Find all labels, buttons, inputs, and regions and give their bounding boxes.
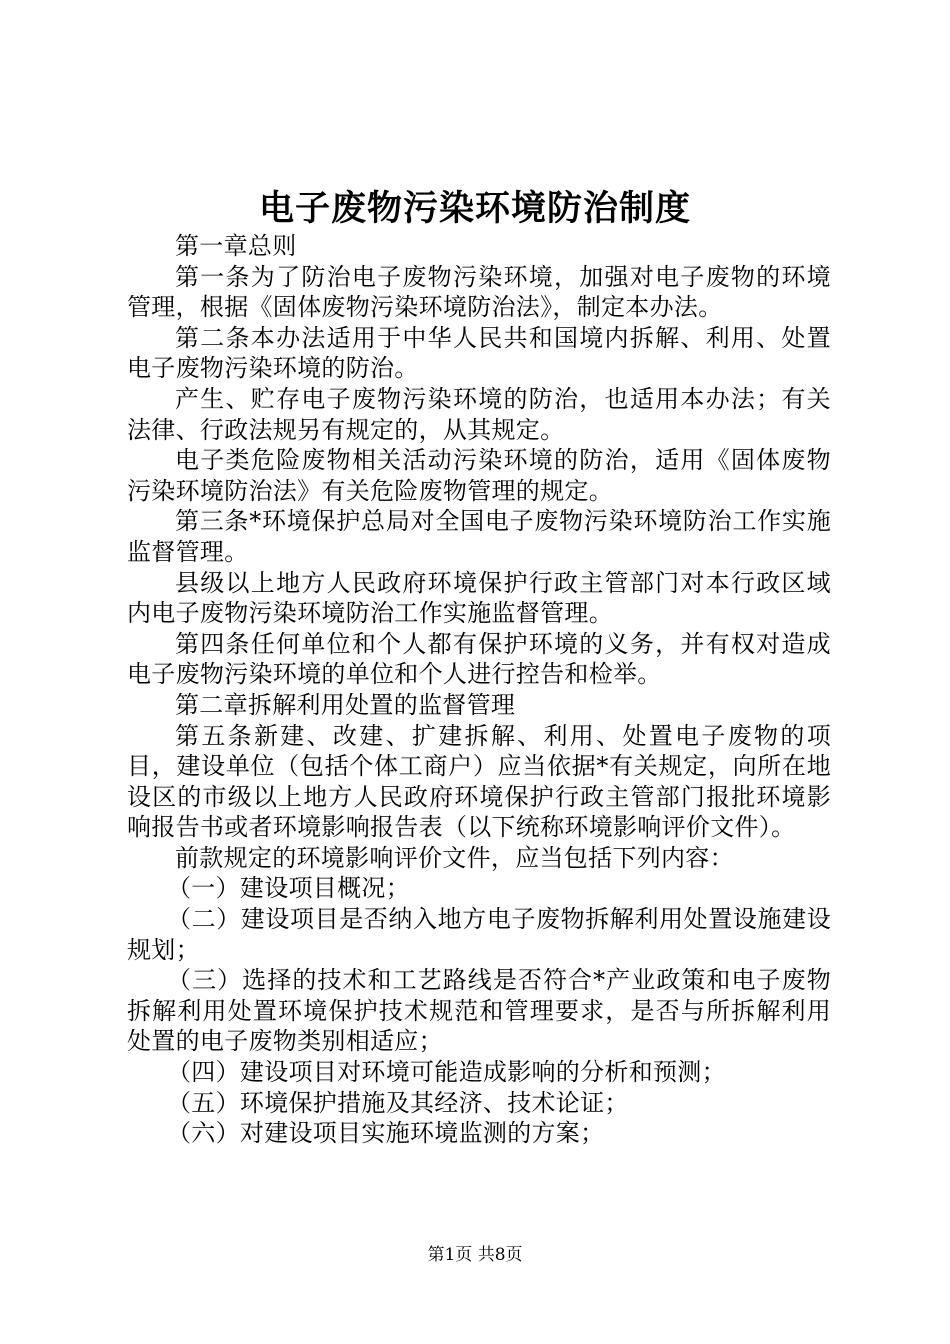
list-item: （六）对建设项目实施环境监测的方案； — [167, 1119, 605, 1148]
page-number-footer: 第1页 共8页 — [427, 1245, 523, 1265]
article-paragraph: 前款规定的环境影响评价文件，应当包括下列内容： — [175, 843, 734, 872]
list-item: （二）建设项目是否纳入地方电子废物拆解利用处置设施建设规划； — [127, 905, 831, 964]
document-title: 电子废物污染环境防治制度 — [258, 188, 691, 229]
list-item: （三）选择的技术和工艺路线是否符合*产业政策和电子废物拆解利用处置环境保护技术规范和管理要求，是否与所拆解利用处置的电子废物类别相适应； — [127, 966, 831, 1056]
article-paragraph: 第五条新建、改建、扩建拆解、利用、处置电子废物的项目，建设单位（包括个体工商户）应当依据*有关规定，向所在地设区的市级以上地方人民政府环境保护行政主管部门报批环境影响报告书或者环境影响报告表（以下统称环境影响评价文件）。 — [127, 721, 831, 842]
article-paragraph: 第一条为了防治电子废物污染环境，加强对电子废物的环境管理，根据《固体废物污染环境防治法》，制定本办法。 — [127, 262, 831, 322]
list-item: （五）环境保护措施及其经济、技术论证； — [167, 1088, 629, 1117]
chapter-heading: 第二章拆解利用处置的监督管理 — [175, 690, 516, 719]
article-paragraph: 产生、贮存电子废物污染环境的防治，也适用本办法；有关法律、行政法规另有规定的，从其规定。 — [127, 384, 831, 444]
list-item: （一）建设项目概况； — [167, 874, 410, 903]
document-body — [127, 231, 831, 1149]
article-paragraph: 电子类危险废物相关活动污染环境的防治，适用《固体废物污染环境防治法》有关危险废物管理的规定。 — [127, 446, 831, 505]
list-item: （四）建设项目对环境可能造成影响的分析和预测； — [167, 1058, 726, 1087]
article-paragraph: 第四条任何单位和个人都有保护环境的义务，并有权对造成电子废物污染环境的单位和个人进行控告和检举。 — [127, 629, 831, 689]
article-paragraph: 第二条本办法适用于中华人民共和国境内拆解、利用、处置电子废物污染环境的防治。 — [127, 323, 831, 383]
article-paragraph: 县级以上地方人民政府环境保护行政主管部门对本行政区域内电子废物污染环境防治工作实施监督管理。 — [127, 568, 831, 628]
chapter-heading: 第一章总则 — [175, 232, 297, 260]
article-paragraph: 第三条*环境保护总局对全国电子废物污染环境防治工作实施监督管理。 — [127, 507, 831, 566]
